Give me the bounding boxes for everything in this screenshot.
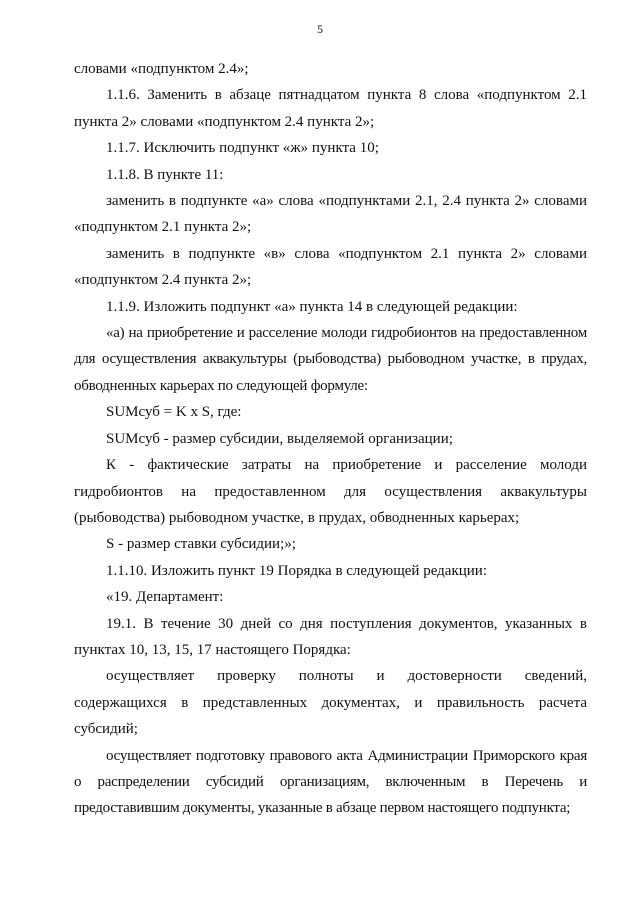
paragraph-1-1-8: 1.1.8. В пункте 11:	[106, 166, 224, 183]
paragraph-19-heading: «19. Департамент:	[106, 589, 224, 606]
paragraph-check: осуществляет проверку полноты и достоверности сведений, содержащихся в представленных документах, и правильность расчета субсидий;	[74, 668, 587, 738]
paragraph-1-1-6: 1.1.6. Заменить в абзаце пятнадцатом пункта 8 слова «подпунктом 2.1 пункта 2» словами «подпунктом 2.4 пункта 2»;	[74, 87, 587, 130]
document-body	[74, 56, 587, 822]
paragraph-subitem-a: заменить в подпункте «а» слова «подпунктами 2.1, 2.4 пункта 2» словами «подпунктом 2.1 пункта 2»;	[74, 193, 587, 236]
paragraph-subitem-v: заменить в подпункте «в» слова «подпунктом 2.1 пункта 2» словами «подпунктом 2.4 пункта 2»;	[74, 245, 587, 289]
paragraph-1-1-9: 1.1.9. Изложить подпункт «а» пункта 14 в следующей редакции:	[106, 298, 518, 315]
paragraph-prepare-act: осуществляет подготовку правового акта Администрации Приморского края о распределении субсидий организациям, включенным в Перечень и предоставившим документы, указанные в абзаце первом настоящего подпункта;	[74, 747, 587, 817]
paragraph-sum-definition: SUMсуб - размер субсидии, выделяемой организации;	[106, 430, 453, 447]
paragraph-k-definition: К - фактические затраты на приобретение и расселение молоди гидробионтов на предоставленном для осуществления аквакультуры (рыбоводства) рыбоводном участке, в прудах, обводненных карьерах;	[74, 457, 587, 526]
paragraph-subitem-a-text: «а) на приобретение и расселение молоди гидробионтов на предоставленном для осуществления аквакультуры (рыбоводства) рыбоводном участке, в прудах, обводненных карьерах по следующей формуле:	[74, 325, 587, 394]
page-number: 5	[317, 22, 323, 36]
paragraph-19-1: 19.1. В течение 30 дней со дня поступления документов, указанных в пунктах 10, 13, 15, 17 настоящего Порядка:	[74, 615, 587, 658]
paragraph-1-1-7: 1.1.7. Исключить подпункт «ж» пункта 10;	[106, 140, 379, 157]
paragraph-continuation: словами «подпунктом 2.4»;	[74, 61, 249, 77]
paragraph-s-definition: S - размер ставки субсидии;»;	[106, 536, 296, 553]
paragraph-1-1-10: 1.1.10. Изложить пункт 19 Порядка в следующей редакции:	[106, 562, 487, 579]
paragraph-formula: SUMсуб = K x S, где:	[106, 404, 242, 421]
